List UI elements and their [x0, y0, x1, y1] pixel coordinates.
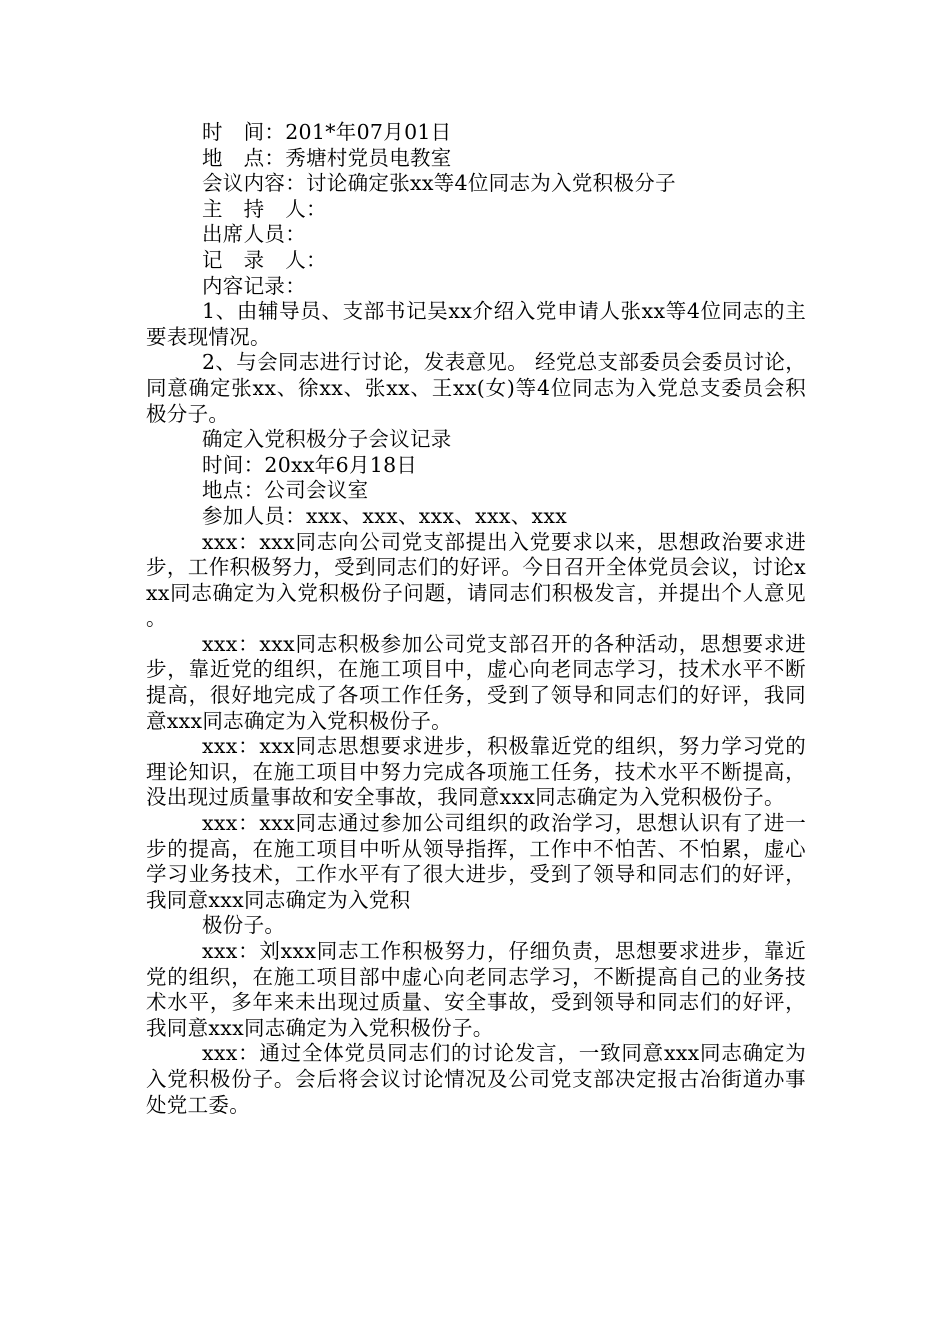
second-record-time: 时间：20xx年6月18日: [202, 452, 418, 477]
meeting-content: 会议内容：讨论确定张xx等4位同志为入党积极分子: [202, 171, 676, 196]
speech-continuation: 极份子。: [202, 913, 286, 938]
meeting-time: 时 间：201*年07月01日: [202, 120, 452, 144]
speech-paragraph: xxx：xxx同志通过参加公司组织的政治学习，思想认识有了进一步的提高，在施工项目中听从领导指挥，工作中不怕苦、不怕累，虚心学习业务技术，工作水平有了很大进步，受到了领导和同志们的好评，我同意xxx同志确定为入党积: [146, 811, 806, 912]
record-item-1: 1、由辅导员、支部书记吴xx介绍入党申请人张xx等4位同志的主要表现情况。: [146, 299, 806, 349]
content-record-label: 内容记录：: [202, 273, 306, 298]
speech-paragraph: xxx：xxx同志积极参加公司党支部召开的各种活动，思想要求进步，靠近党的组织，在施工项目中，虚心向老同志学习，技术水平不断提高，很好地完成了各项工作任务，受到了领导和同志们的好评，我同意xxx同志确定为入党积极份子。: [146, 631, 806, 733]
speech-paragraph: xxx：刘xxx同志工作积极努力，仔细负责，思想要求进步，靠近党的组织，在施工项目部中虚心向老同志学习，不断提高自己的业务技术水平，多年来未出现过质量、安全事故，受到领导和同志们的好评，我同意xxx同志确定为入党积极份子。: [146, 939, 806, 1040]
record-item-2: 2、与会同志进行讨论，发表意见。 经党总支部委员会委员讨论，同意确定张xx、徐xx、张xx、王xx(女)等4位同志为入党总支委员会积极分子。: [146, 350, 806, 426]
speech-paragraph: xxx：xxx同志向公司党支部提出入党要求以来，思想政治要求进步，工作积极努力，受到同志们的好评。今日召开全体党员会议，讨论xxx同志确定为入党积极份子问题，请同志们积极发言，并提出个人意见。: [146, 529, 806, 631]
second-record-place: 地点：公司会议室: [202, 478, 369, 503]
second-record-attendees: 参加人员：xxx、xxx、xxx、xxx、xxx: [202, 503, 568, 528]
meeting-attendees: 出席人员：: [202, 222, 306, 247]
speech-paragraph: xxx：通过全体党员同志们的讨论发言，一致同意xxx同志确定为入党积极份子。会后将会议讨论情况及公司党支部决定报古冶街道办事处党工委。: [146, 1041, 806, 1117]
meeting-recorder: 记 录 人：: [202, 247, 327, 272]
meeting-place: 地 点：秀塘村党员电教室: [202, 145, 452, 170]
speech-paragraph: xxx：xxx同志思想要求进步，积极靠近党的组织，努力学习党的理论知识，在施工项目中努力完成各项施工任务，技术水平不断提高，没出现过质量事故和安全事故，我同意xxx同志确定为入党积极份子。: [146, 734, 806, 810]
document-body: [146, 120, 806, 1118]
second-record-title: 确定入党积极分子会议记录: [202, 427, 452, 452]
meeting-host: 主 持 人：: [202, 196, 327, 221]
